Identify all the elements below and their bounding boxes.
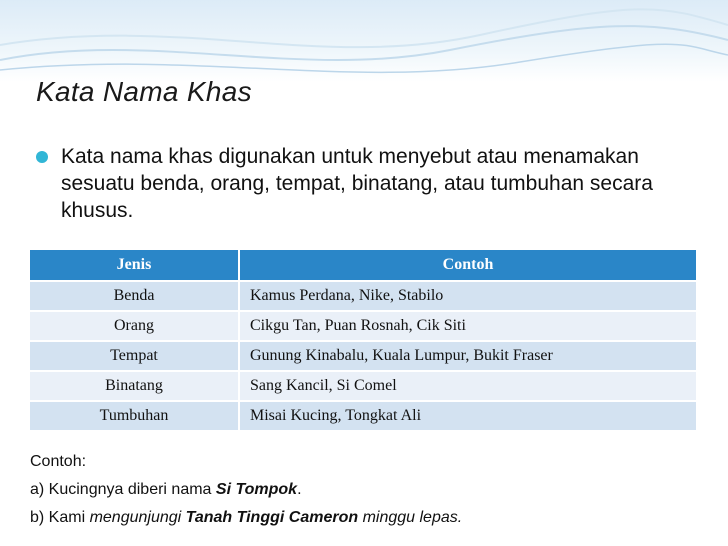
example-heading: Contoh: bbox=[30, 453, 87, 470]
table-row bbox=[30, 311, 696, 341]
cell-jenis: Orang bbox=[30, 311, 239, 341]
example-line-a bbox=[30, 476, 462, 504]
cell-contoh: Cikgu Tan, Puan Rosnah, Cik Siti bbox=[239, 311, 696, 341]
kata-nama-khas-table bbox=[30, 250, 696, 430]
example-b-suffix: minggu lepas. bbox=[358, 509, 463, 526]
bullet-point bbox=[36, 143, 676, 224]
example-section bbox=[30, 448, 462, 532]
cell-jenis: Binatang bbox=[30, 371, 239, 401]
example-a-prefix: a) Kucingnya diberi nama bbox=[30, 481, 216, 498]
cell-contoh: Gunung Kinabalu, Kuala Lumpur, Bukit Fraser bbox=[239, 341, 696, 371]
table-row bbox=[30, 401, 696, 430]
table-row bbox=[30, 281, 696, 311]
cell-contoh: Misai Kucing, Tongkat Ali bbox=[239, 401, 696, 430]
table-row bbox=[30, 371, 696, 401]
cell-jenis: Tempat bbox=[30, 341, 239, 371]
wave-decoration bbox=[0, 0, 728, 82]
example-a-suffix: . bbox=[297, 481, 302, 498]
cell-contoh: Kamus Perdana, Nike, Stabilo bbox=[239, 281, 696, 311]
decorative-header-band bbox=[0, 0, 728, 82]
header-contoh: Contoh bbox=[239, 250, 696, 281]
example-b-prefix: b) Kami bbox=[30, 509, 90, 526]
slide-title: Kata Nama Khas bbox=[36, 76, 252, 107]
table-row bbox=[30, 341, 696, 371]
example-a-name: Si Tompok bbox=[215, 481, 298, 498]
example-line-b bbox=[30, 504, 462, 532]
bullet-text: Kata nama khas digunakan untuk menyebut atau menamakan sesuatu benda, orang, tempat, binatang, atau tumbuhan secara khusus. bbox=[61, 145, 653, 222]
cell-jenis: Benda bbox=[30, 281, 239, 311]
table-header-row bbox=[30, 250, 696, 281]
example-b-place: Tanah Tinggi Cameron bbox=[185, 509, 359, 526]
example-b-verb: mengunjungi bbox=[89, 509, 182, 526]
cell-contoh: Sang Kancil, Si Comel bbox=[239, 371, 696, 401]
header-jenis: Jenis bbox=[30, 250, 239, 281]
bullet-icon bbox=[36, 151, 48, 163]
cell-jenis: Tumbuhan bbox=[30, 401, 239, 430]
